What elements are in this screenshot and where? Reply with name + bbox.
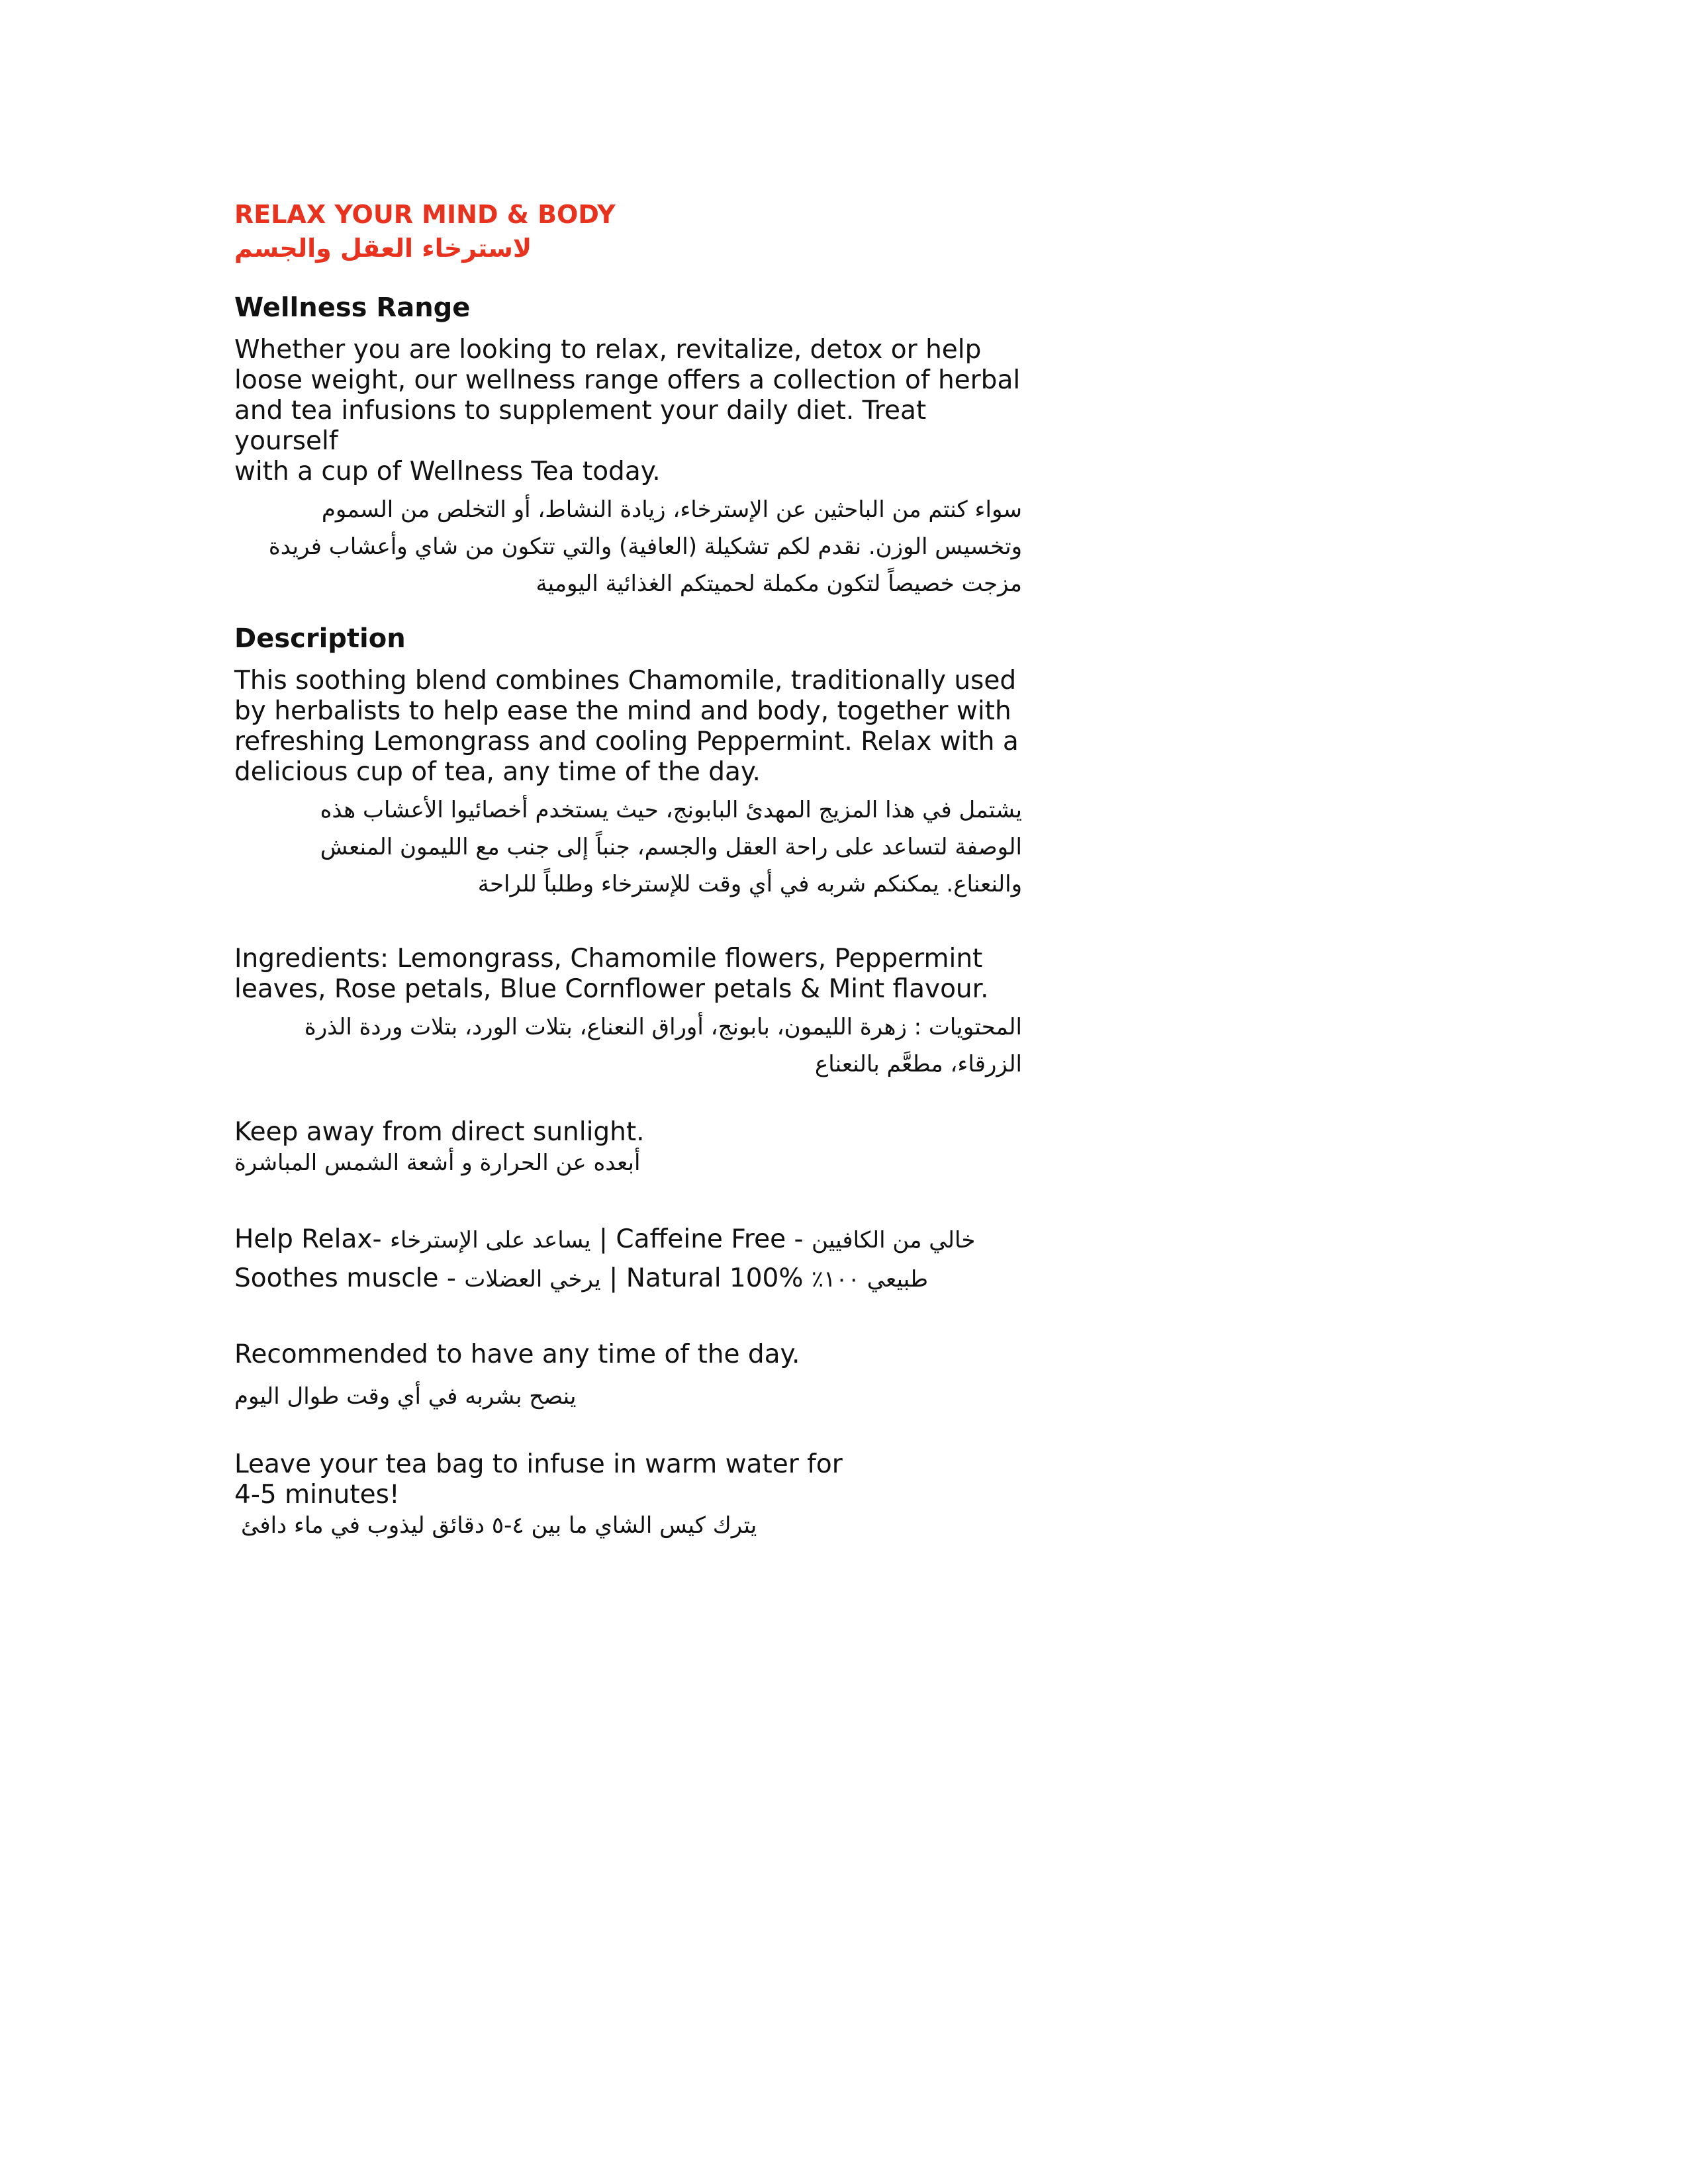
storage-section bbox=[234, 1117, 1022, 1178]
benefits-separator: | bbox=[590, 1224, 616, 1254]
brewing-section bbox=[234, 1449, 1022, 1541]
title-arabic: لاسترخاء العقل والجسم bbox=[234, 234, 532, 263]
caffeine-free-english: Caffeine Free - bbox=[616, 1224, 812, 1254]
description-body-arabic: يشتمل في هذا المزيج المهدئ البابونج، حيث يستخدم أخصائيوا الأعشاب هذه الوصفة لتساعد على راحة العقل والجسم، جنباً إلى جنب مع الليمون المنعش والنعناع. يمكنكم شربه في أي وقت للإسترخاء وطلباً للراحة bbox=[320, 797, 1022, 897]
benefits-line-1 bbox=[234, 1220, 1022, 1259]
brewing-arabic: يترك كيس الشاي ما بين ٤-٥ دقائق ليذوب في ماء دافئ bbox=[241, 1512, 757, 1539]
title-block bbox=[234, 199, 1022, 266]
description-section bbox=[234, 622, 1022, 903]
wellness-body-arabic: سواء كنتم من الباحثين عن الإسترخاء، زيادة النشاط، أو التخلص من السموم وتخسيس الوزن. نقدم لكم تشكيلة (العافية) والتي تتكون من شاي وأعشاب فريدة مزجت خصيصاً لتكون مكملة لحميتكم الغذائية اليومية bbox=[268, 496, 1022, 597]
wellness-heading: Wellness Range bbox=[234, 293, 471, 323]
help-relax-arabic: يساعد على الإسترخاء bbox=[389, 1227, 591, 1253]
wellness-body-english: Whether you are looking to relax, revitalize, detox or help loose weight, our wellness range offers a collection of herbal and tea infusions to supplement your daily diet. Treat yourself with a cup of Wellness Tea today. bbox=[234, 335, 1021, 486]
title-english: RELAX YOUR MIND & BODY bbox=[234, 200, 616, 229]
recommendation-arabic: ينصح بشربه في أي وقت طوال اليوم bbox=[234, 1383, 577, 1410]
description-heading: Description bbox=[234, 623, 406, 654]
natural-arabic: طبيعي ١٠٠٪ bbox=[811, 1266, 929, 1293]
brewing-english: Leave your tea bag to infuse in warm water for 4-5 minutes! bbox=[234, 1449, 843, 1510]
benefits-line-2 bbox=[234, 1259, 1022, 1298]
ingredients-section bbox=[234, 944, 1022, 1083]
recommendation-english: Recommended to have any time of the day. bbox=[234, 1340, 800, 1369]
description-body-english: This soothing blend combines Chamomile, traditionally used by herbalists to help ease the mind and body, together with refreshing Lemongrass and cooling Peppermint. Relax with a delicious cup of tea, any time of the day. bbox=[234, 666, 1019, 787]
help-relax-english: Help Relax- bbox=[234, 1224, 390, 1254]
natural-english: Natural 100% bbox=[626, 1263, 812, 1293]
soothes-arabic: يرخي العضلات bbox=[464, 1266, 601, 1293]
benefits-separator-2: | bbox=[600, 1263, 626, 1293]
tea-label-document bbox=[234, 199, 1022, 1541]
storage-arabic: أبعده عن الحرارة و أشعة الشمس المباشرة bbox=[234, 1150, 641, 1176]
ingredients-english: Ingredients: Lemongrass, Chamomile flowers, Peppermint leaves, Rose petals, Blue Cornflower petals & Mint flavour. bbox=[234, 944, 989, 1004]
storage-english: Keep away from direct sunlight. bbox=[234, 1117, 645, 1147]
recommendation-section bbox=[234, 1340, 1022, 1415]
ingredients-arabic: المحتويات : زهرة الليمون، بابونج، أوراق النعناع، بتلات الورد، بتلات وردة الذرة الزرقاء، مطعَّم بالنعناع bbox=[304, 1014, 1022, 1077]
caffeine-free-arabic: خالي من الكافيين bbox=[811, 1227, 976, 1253]
benefits-section bbox=[234, 1220, 1022, 1298]
wellness-section bbox=[234, 291, 1022, 602]
soothes-english: Soothes muscle - bbox=[234, 1263, 465, 1293]
